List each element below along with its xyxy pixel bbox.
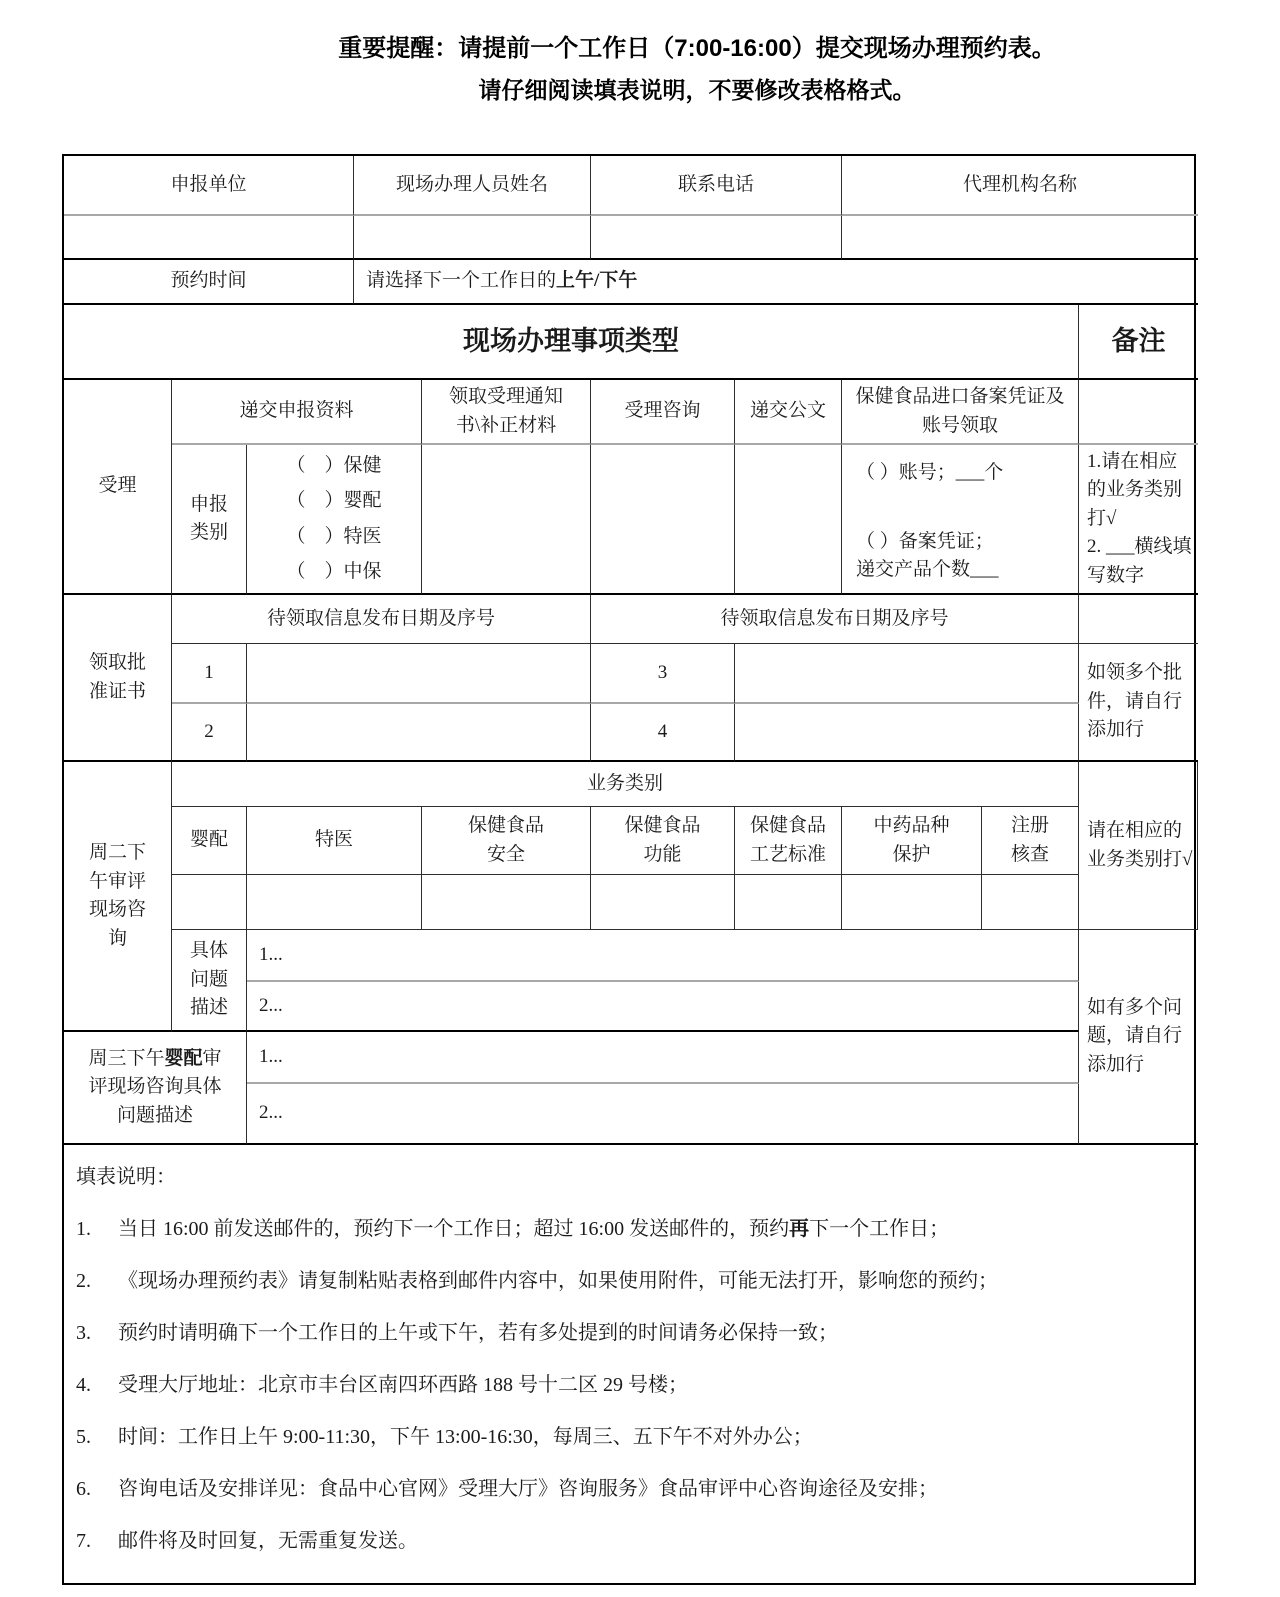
reminder-line-1: 重要提醒：请提前一个工作日（7:00-16:00）提交现场办理预约表。 — [338, 35, 1056, 62]
accept-label: 受理 — [64, 380, 172, 595]
wednesday-question-1: 1... — [247, 1032, 1079, 1084]
option-account: （ ）账号；___个 — [856, 462, 1004, 483]
note-item-7 — [76, 1527, 418, 1556]
note-text-7: 邮件将及时回复，无需重复发送。 — [118, 1530, 418, 1552]
appointment-time-label: 预约时间 — [64, 260, 354, 305]
section-title: 现场办理事项类型 — [64, 305, 1079, 380]
remark-header: 备注 — [1079, 305, 1198, 380]
check-cell-health-food-process — [735, 875, 842, 930]
certificate-label: 领取批准证书 — [64, 595, 172, 762]
remark-accept-header-cell — [1079, 380, 1198, 445]
submit-application-materials-header: 递交申报资料 — [172, 380, 422, 445]
certificate-input-1 — [247, 644, 591, 704]
certificate-row-number-3: 3 — [591, 644, 735, 704]
form-instructions-section — [64, 1145, 1198, 1583]
reminder-line-2: 请仔细阅读填表说明，不要修改表格格式。 — [478, 77, 916, 103]
category-infant-formula: 婴配 — [172, 807, 247, 875]
receive-notice-input-cell — [422, 445, 591, 595]
remark-accept — [1079, 445, 1198, 595]
wednesday-consultation-label — [64, 1032, 247, 1145]
note-text-5: 时间：工作日上午 9:00-11:30，下午 13:00-16:30，每周三、五下午不对外办公； — [118, 1426, 813, 1448]
check-cell-health-food-safety — [422, 875, 591, 930]
note-item-3 — [76, 1319, 838, 1348]
note-text-6: 咨询电话及安排详见：食品中心官网》受理大厅》咨询服务》食品审评中心咨询途径及安排； — [118, 1478, 938, 1500]
certificate-row-number-4: 4 — [591, 704, 735, 762]
remark-accept-line-2: 2. ___横线填写数字 — [1087, 536, 1192, 586]
tuesday-question-2: 2... — [247, 982, 1079, 1032]
remark-accept-line-1: 1.请在相应的业务类别打√ — [1087, 450, 1183, 529]
note-number-2: 2. — [76, 1270, 91, 1292]
option-record-voucher: （ ）备案凭证； — [856, 530, 994, 552]
check-cell-registration-check — [982, 875, 1079, 930]
tuesday-question-1: 1... — [247, 930, 1079, 982]
receive-notice-header: 领取受理通知书\补正材料 — [422, 380, 591, 445]
appointment-time-value — [354, 260, 1198, 305]
pending-info-header-right: 待领取信息发布日期及序号 — [591, 595, 1079, 644]
submit-official-document-header: 递交公文 — [735, 380, 842, 445]
note-item-1 — [76, 1215, 949, 1244]
remark-certificate-header-cell — [1079, 595, 1198, 644]
wednesday-label-bold: 婴配 — [164, 1047, 203, 1069]
certificate-row-number-2: 2 — [172, 704, 247, 762]
wednesday-label-pre: 周三下午 — [88, 1047, 165, 1069]
remark-certificate: 如领多个批件，请自行添加行 — [1079, 644, 1198, 762]
note-text-3: 预约时请明确下一个工作日的上午或下午，若有多处提到的时间请务必保持一致； — [118, 1322, 838, 1344]
option-infant-formula: （ ）婴配 — [286, 490, 382, 511]
form-instructions-title: 填表说明： — [76, 1166, 176, 1188]
wednesday-label-post: 审评现场咨询具体问题描述 — [88, 1047, 222, 1126]
wednesday-question-2: 2... — [247, 1084, 1079, 1145]
note-item-5 — [76, 1423, 813, 1452]
note-number-1: 1. — [76, 1218, 91, 1240]
note-text-4: 受理大厅地址：北京市丰台区南四环西路 188 号十二区 29 号楼； — [118, 1374, 688, 1396]
important-reminder — [62, 28, 1196, 110]
product-count-line: 递交产品个数___ — [856, 559, 999, 580]
pending-info-header-left: 待领取信息发布日期及序号 — [172, 595, 591, 644]
appointment-time-prefix: 请选择下一个工作日的 — [366, 270, 557, 292]
contact-phone-input-cell — [591, 216, 842, 260]
declaring-unit-header: 申报单位 — [64, 156, 354, 216]
business-category-header: 业务类别 — [172, 762, 1079, 807]
appointment-time-options: 上午/下午 — [556, 270, 638, 292]
category-health-food-process: 保健食品工艺标准 — [735, 807, 842, 875]
check-cell-special-medical — [247, 875, 422, 930]
check-cell-health-food-function — [591, 875, 735, 930]
acceptance-consultation-header: 受理咨询 — [591, 380, 735, 445]
note-text-1: 当日 16:00 前发送邮件的，预约下一个工作日；超过 16:00 发送邮件的，预约再下一个工作日； — [118, 1218, 950, 1240]
remark-business-category: 请在相应的业务类别打√ — [1079, 762, 1198, 930]
option-special-medical: （ ）特医 — [286, 525, 382, 547]
agency-name-input-cell — [842, 216, 1198, 260]
note-item-6 — [76, 1475, 938, 1504]
note-number-3: 3. — [76, 1322, 91, 1344]
category-health-food-safety: 保健食品安全 — [422, 807, 591, 875]
note-item-4 — [76, 1371, 688, 1400]
check-cell-tcm-protection — [842, 875, 982, 930]
application-category-options — [247, 445, 422, 595]
onsite-staff-name-input-cell — [354, 216, 591, 260]
contact-phone-header: 联系电话 — [591, 156, 842, 216]
declaring-unit-input-cell — [64, 216, 354, 260]
question-description-label: 具体问题描述 — [172, 930, 247, 1032]
category-special-medical: 特医 — [247, 807, 422, 875]
agency-name-header: 代理机构名称 — [842, 156, 1198, 216]
note-text-2: 《现场办理预约表》请复制粘贴表格到邮件内容中，如果使用附件，可能无法打开，影响您的预约； — [118, 1270, 998, 1292]
appointment-form-table — [62, 154, 1196, 1585]
note-number-4: 4. — [76, 1374, 91, 1396]
certificate-input-2 — [247, 704, 591, 762]
consultation-input-cell — [591, 445, 735, 595]
document-input-cell — [735, 445, 842, 595]
tuesday-consultation-label: 周二下午审评现场咨询 — [64, 762, 172, 1032]
remark-multiple-questions: 如有多个问题，请自行添加行 — [1079, 930, 1198, 1145]
category-tcm-protection: 中药品种保护 — [842, 807, 982, 875]
category-health-food-function: 保健食品功能 — [591, 807, 735, 875]
account-voucher-options — [842, 445, 1079, 595]
application-category-label: 申报类别 — [172, 445, 247, 595]
certificate-input-4 — [735, 704, 1079, 762]
category-registration-check: 注册核查 — [982, 807, 1079, 875]
certificate-input-3 — [735, 644, 1079, 704]
check-cell-infant-formula — [172, 875, 247, 930]
note-number-6: 6. — [76, 1478, 91, 1500]
note-number-5: 5. — [76, 1426, 91, 1448]
note-item-2 — [76, 1267, 998, 1296]
onsite-staff-name-header: 现场办理人员姓名 — [354, 156, 591, 216]
import-record-voucher-header: 保健食品进口备案凭证及账号领取 — [842, 380, 1079, 445]
option-tcm-protection: （ ）中保 — [286, 561, 382, 582]
option-health-food: （ ）保健 — [286, 454, 382, 476]
note-number-7: 7. — [76, 1530, 91, 1552]
certificate-row-number-1: 1 — [172, 644, 247, 704]
